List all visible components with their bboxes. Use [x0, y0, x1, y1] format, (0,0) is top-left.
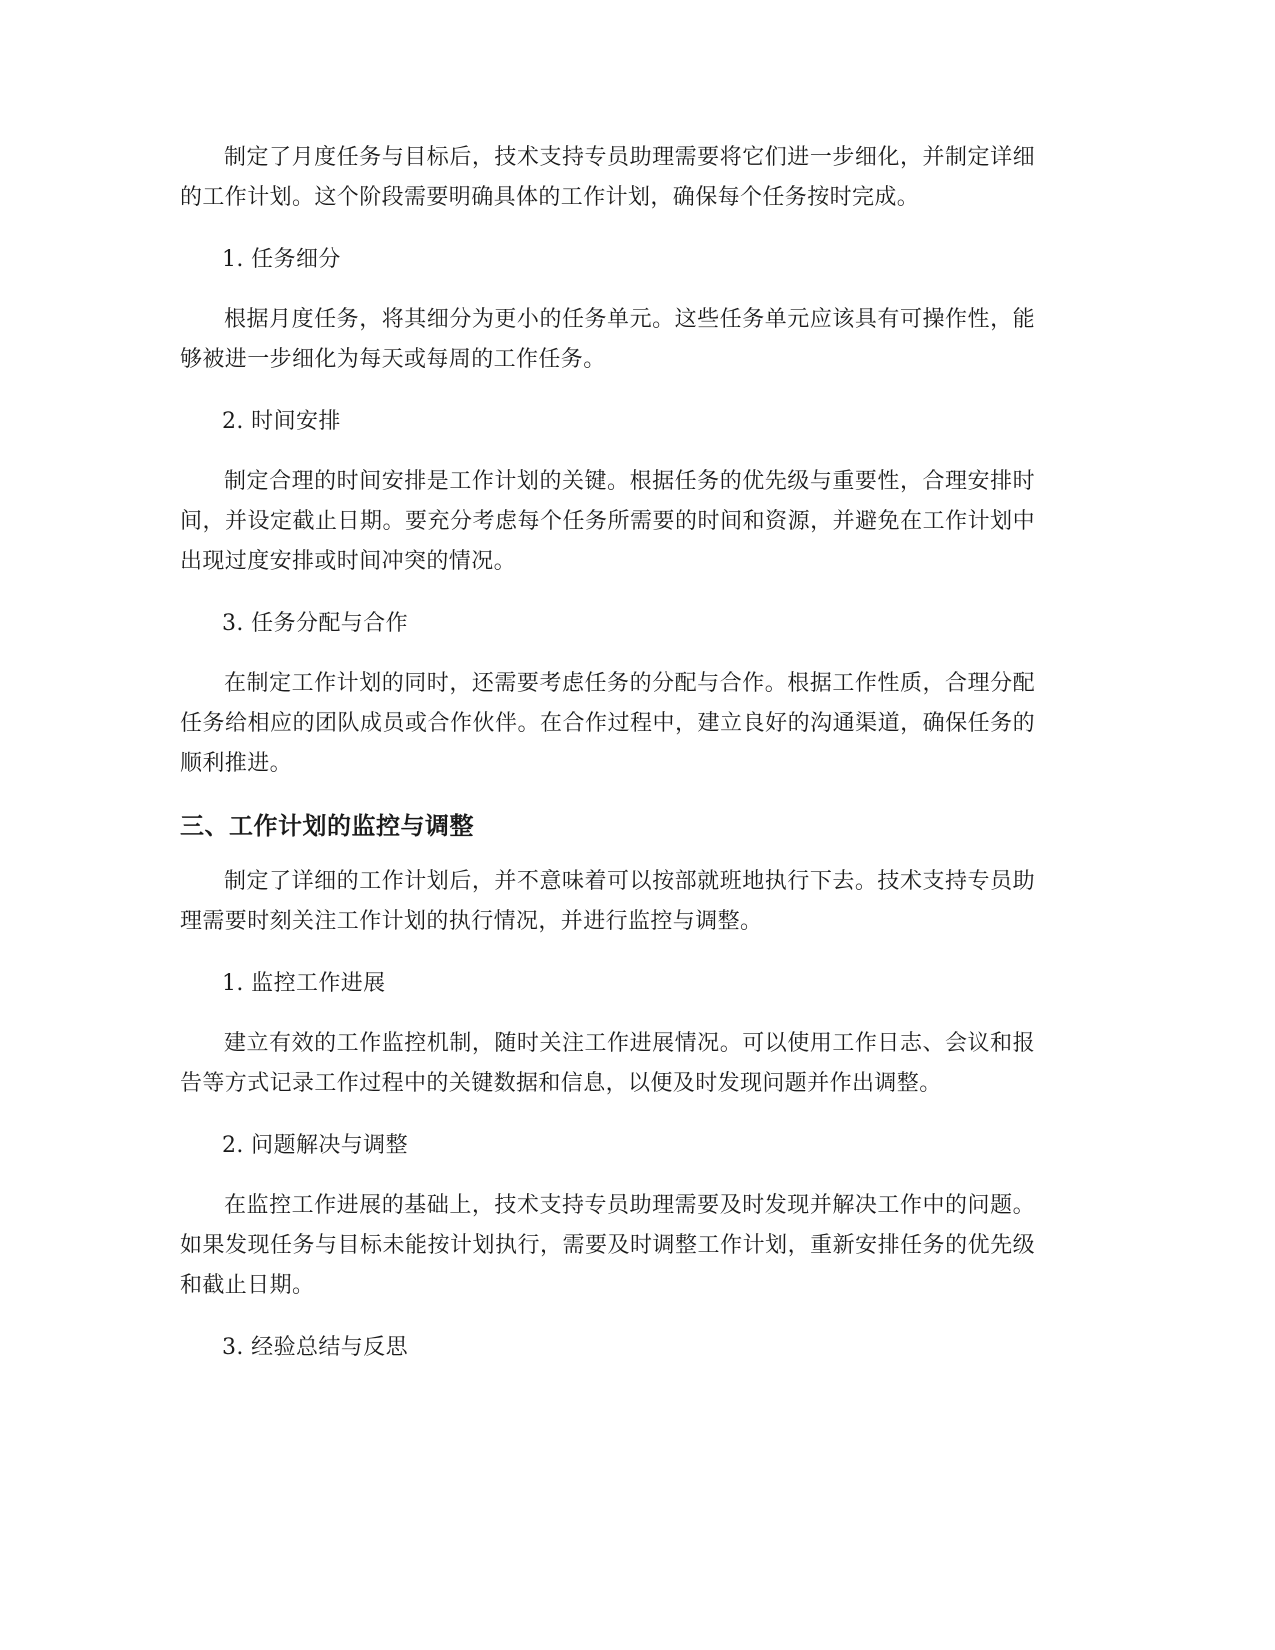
subheading-problem-solving: 2. 问题解决与调整 — [222, 1133, 408, 1158]
paragraph-intro: 制定了月度任务与目标后，技术支持专员助理需要将它们进一步细化，并制定详细的工作计划。这个阶段需要明确具体的工作计划，确保每个任务按时完成。 — [180, 145, 1035, 210]
paragraph-task-allocation: 在制定工作计划的同时，还需要考虑任务的分配与合作。根据工作性质，合理分配任务给相应的团队成员或合作伙伴。在合作过程中，建立良好的沟通渠道，确保任务的顺利推进。 — [180, 671, 1035, 776]
subheading-experience-summary: 3. 经验总结与反思 — [222, 1335, 408, 1360]
section-title-monitoring: 三、工作计划的监控与调整 — [180, 812, 474, 840]
subheading-time-arrangement: 2. 时间安排 — [222, 409, 341, 434]
paragraph-time-arrangement: 制定合理的时间安排是工作计划的关键。根据任务的优先级与重要性，合理安排时间，并设定截止日期。要充分考虑每个任务所需要的时间和资源，并避免在工作计划中出现过度安排或时间冲突的情况。 — [180, 469, 1035, 574]
paragraph-monitor-progress: 建立有效的工作监控机制，随时关注工作进展情况。可以使用工作日志、会议和报告等方式记录工作过程中的关键数据和信息，以便及时发现问题并作出调整。 — [180, 1031, 1035, 1096]
subheading-monitor-progress: 1. 监控工作进展 — [222, 971, 386, 996]
document-page — [180, 138, 1035, 1388]
subheading-task-allocation: 3. 任务分配与合作 — [222, 611, 408, 636]
paragraph-problem-solving: 在监控工作进展的基础上，技术支持专员助理需要及时发现并解决工作中的问题。如果发现任务与目标未能按计划执行，需要及时调整工作计划，重新安排任务的优先级和截止日期。 — [180, 1193, 1035, 1298]
paragraph-monitoring-intro: 制定了详细的工作计划后，并不意味着可以按部就班地执行下去。技术支持专员助理需要时刻关注工作计划的执行情况，并进行监控与调整。 — [180, 869, 1035, 934]
subheading-task-breakdown: 1. 任务细分 — [222, 247, 341, 272]
paragraph-task-breakdown: 根据月度任务，将其细分为更小的任务单元。这些任务单元应该具有可操作性，能够被进一步细化为每天或每周的工作任务。 — [180, 307, 1035, 372]
